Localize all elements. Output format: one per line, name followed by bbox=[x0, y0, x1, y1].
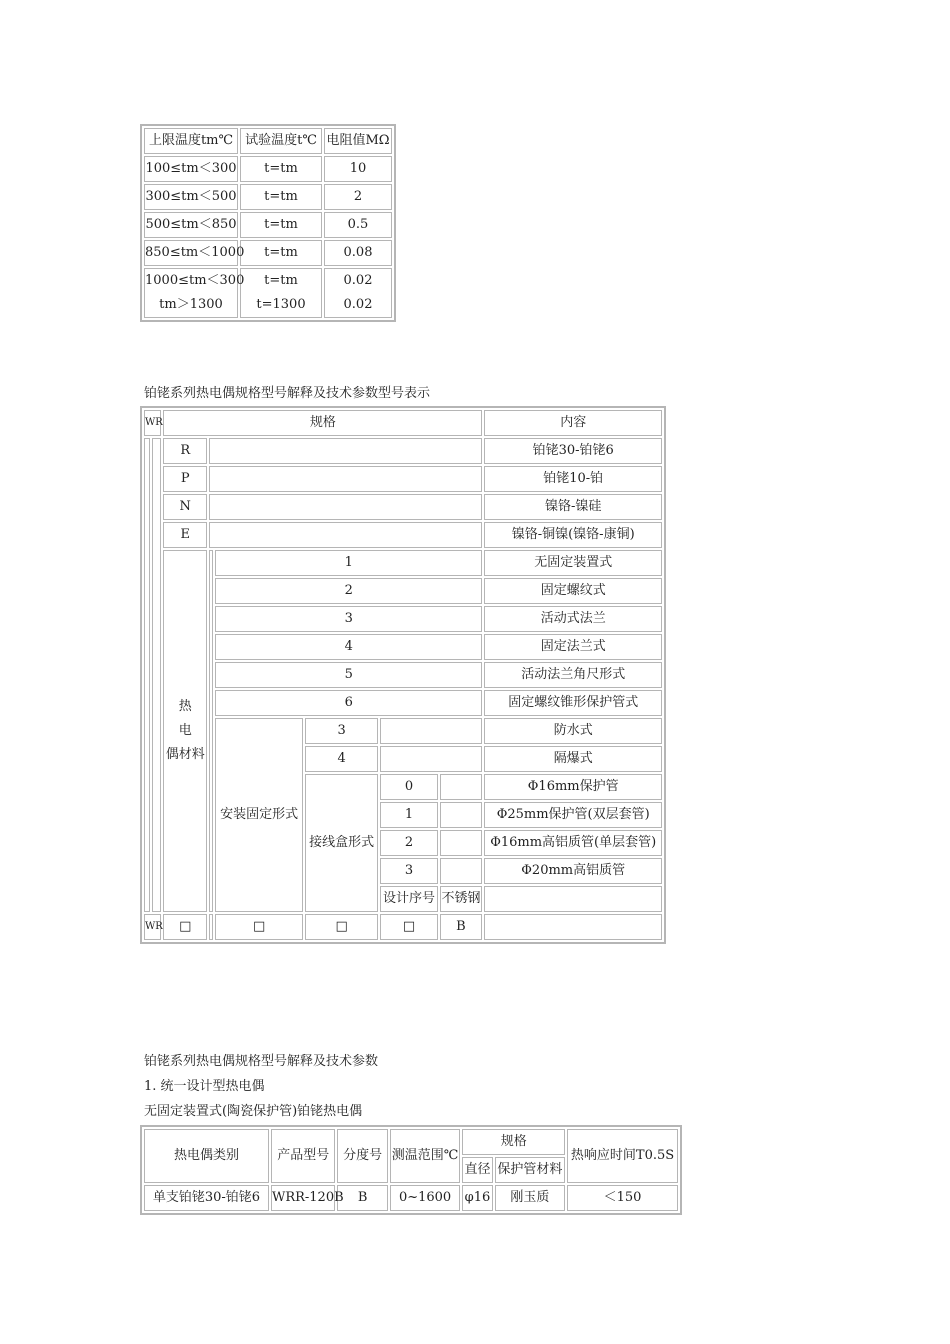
material-content: 铂铑30-铂铑6 bbox=[484, 438, 662, 464]
box-code: 4 bbox=[305, 746, 378, 772]
footer-box: □ bbox=[305, 914, 378, 940]
empty-cell bbox=[484, 914, 662, 940]
empty-cell bbox=[209, 438, 482, 464]
design-number-label: 设计序号 bbox=[380, 886, 437, 912]
material-code: P bbox=[163, 466, 207, 492]
section-subtitle: 1. 统一设计型热电偶 bbox=[144, 1079, 265, 1094]
header-range: 测温范围℃ bbox=[390, 1129, 461, 1183]
install-code: 4 bbox=[215, 634, 482, 660]
material-code: N bbox=[163, 494, 207, 520]
empty-cell bbox=[440, 858, 483, 884]
resistance-table-wrapper bbox=[140, 124, 396, 322]
cell-line: 0.02 bbox=[343, 297, 373, 312]
section-description: 无固定装置式(陶瓷保护管)铂铑热电偶 bbox=[144, 1104, 363, 1119]
install-code: 6 bbox=[215, 690, 482, 716]
stainless-label: 不锈钢 bbox=[440, 886, 483, 912]
table-cell-two-line bbox=[240, 268, 322, 318]
footer-box: □ bbox=[215, 914, 303, 940]
table-cell: 500≤tm＜850 bbox=[144, 212, 238, 238]
tube-code: 2 bbox=[380, 830, 437, 856]
spacer-cell bbox=[144, 438, 150, 912]
empty-cell bbox=[209, 466, 482, 492]
empty-cell bbox=[440, 774, 483, 800]
header-upper-temp: 上限温度tm℃ bbox=[144, 128, 238, 154]
header-tube-material: 保护管材料 bbox=[495, 1157, 566, 1183]
material-content: 镍铬-铜镍(镍铬-康铜) bbox=[484, 522, 662, 548]
box-content: 隔爆式 bbox=[484, 746, 662, 772]
spec-table bbox=[140, 1125, 682, 1215]
cell-diameter: φ16 bbox=[462, 1185, 492, 1211]
table-cell: 0.5 bbox=[324, 212, 392, 238]
box-label: 接线盒形式 bbox=[305, 774, 378, 912]
box-code: 3 bbox=[305, 718, 378, 744]
content-header: 内容 bbox=[484, 410, 662, 436]
tube-code: 0 bbox=[380, 774, 437, 800]
material-content: 镍铬-镍硅 bbox=[484, 494, 662, 520]
cell-line: 0.02 bbox=[343, 273, 373, 288]
install-code: 2 bbox=[215, 578, 482, 604]
install-content: 无固定装置式 bbox=[484, 550, 662, 576]
cell-response: ＜150 bbox=[567, 1185, 678, 1211]
install-label: 安装固定形式 bbox=[215, 718, 303, 912]
tube-code: 3 bbox=[380, 858, 437, 884]
table-cell: t=tm bbox=[240, 240, 322, 266]
cell-model: WRR-120B bbox=[271, 1185, 335, 1211]
header-spec: 规格 bbox=[462, 1129, 565, 1155]
material-code: R bbox=[163, 438, 207, 464]
spacer-cell bbox=[152, 438, 161, 912]
resistance-table bbox=[140, 124, 396, 322]
install-content: 固定螺纹锥形保护管式 bbox=[484, 690, 662, 716]
material-label: 热 电 偶材料 bbox=[163, 550, 207, 912]
header-grade: 分度号 bbox=[337, 1129, 387, 1183]
cell-category: 单支铂铑30-铂铑6 bbox=[144, 1185, 269, 1211]
spec-table-wrapper bbox=[140, 1125, 682, 1215]
empty-cell bbox=[484, 886, 662, 912]
section-title: 铂铑系列热电偶规格型号解释及技术参数 bbox=[144, 1054, 379, 1069]
table-cell: t=tm bbox=[240, 184, 322, 210]
empty-cell bbox=[209, 522, 482, 548]
empty-cell bbox=[209, 494, 482, 520]
table-cell: 10 bbox=[324, 156, 392, 182]
table-cell: t=tm bbox=[240, 156, 322, 182]
box-content: 防水式 bbox=[484, 718, 662, 744]
material-content: 铂铑10-铂 bbox=[484, 466, 662, 492]
empty-cell bbox=[440, 830, 483, 856]
table-cell: 100≤tm＜300 bbox=[144, 156, 238, 182]
header-test-temp: 试验温度t℃ bbox=[240, 128, 322, 154]
empty-cell bbox=[440, 802, 483, 828]
tube-code: 1 bbox=[380, 802, 437, 828]
install-code: 1 bbox=[215, 550, 482, 576]
cell-line: t=tm bbox=[264, 273, 298, 288]
table-cell: t=tm bbox=[240, 212, 322, 238]
spacer-cell bbox=[209, 914, 213, 940]
footer-wr: WR bbox=[144, 914, 161, 940]
empty-cell bbox=[380, 718, 482, 744]
table-cell-two-line bbox=[144, 268, 245, 318]
table-cell: 300≤tm＜500 bbox=[144, 184, 238, 210]
header-response: 热响应时间T0.5S bbox=[567, 1129, 678, 1183]
tube-content: Φ20mm高铝质管 bbox=[484, 858, 662, 884]
header-resistance: 电阻值MΩ bbox=[324, 128, 392, 154]
cell-tube-material: 刚玉质 bbox=[495, 1185, 566, 1211]
install-content: 固定法兰式 bbox=[484, 634, 662, 660]
model-table-title: 铂铑系列热电偶规格型号解释及技术参数型号表示 bbox=[144, 386, 431, 401]
spacer-cell bbox=[209, 550, 213, 912]
cell-line: 1000≤tm＜300 bbox=[145, 273, 245, 288]
cell-range: 0~1600 bbox=[390, 1185, 461, 1211]
header-diameter: 直径 bbox=[462, 1157, 492, 1183]
tube-content: Φ16mm保护管 bbox=[484, 774, 662, 800]
footer-b: B bbox=[440, 914, 483, 940]
spec-header: 规格 bbox=[163, 410, 482, 436]
wr-header: WR bbox=[144, 410, 161, 436]
footer-box: □ bbox=[163, 914, 207, 940]
cell-grade: B bbox=[337, 1185, 387, 1211]
table-cell-two-line bbox=[324, 268, 392, 318]
model-table bbox=[140, 406, 666, 944]
install-code: 3 bbox=[215, 606, 482, 632]
tube-content: Φ25mm保护管(双层套管) bbox=[484, 802, 662, 828]
cell-line: tm＞1300 bbox=[159, 297, 223, 312]
empty-cell bbox=[380, 746, 482, 772]
model-table-wrapper bbox=[140, 406, 666, 944]
table-cell: 850≤tm＜1000 bbox=[144, 240, 238, 266]
install-code: 5 bbox=[215, 662, 482, 688]
install-content: 固定螺纹式 bbox=[484, 578, 662, 604]
header-model: 产品型号 bbox=[271, 1129, 335, 1183]
material-code: E bbox=[163, 522, 207, 548]
table-cell: 2 bbox=[324, 184, 392, 210]
footer-box: □ bbox=[380, 914, 437, 940]
cell-line: t=1300 bbox=[256, 297, 306, 312]
install-content: 活动式法兰 bbox=[484, 606, 662, 632]
table-cell: 0.08 bbox=[324, 240, 392, 266]
header-category: 热电偶类别 bbox=[144, 1129, 269, 1183]
install-content: 活动法兰角尺形式 bbox=[484, 662, 662, 688]
tube-content: Φ16mm高铝质管(单层套管) bbox=[484, 830, 662, 856]
